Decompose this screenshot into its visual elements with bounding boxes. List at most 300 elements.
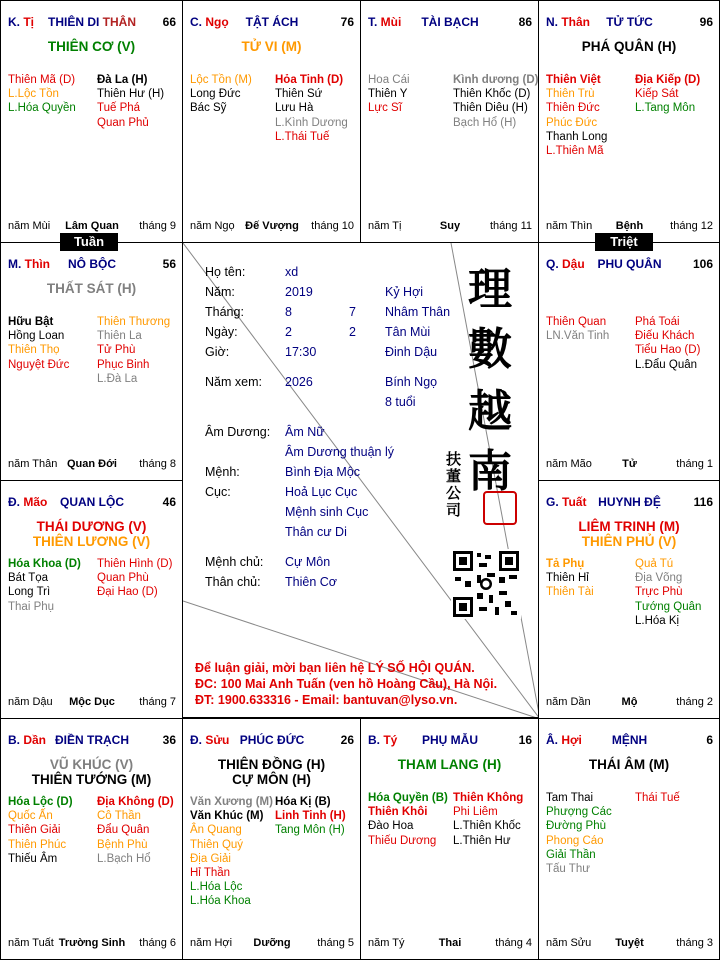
minor-stars-left [546,315,609,343]
palace-name: PHỤ MẪU [422,733,478,747]
palace-ti[interactable] [360,718,539,960]
minor-star: Linh Tinh (H) [275,810,346,823]
yinyang-note: Âm Dương thuận lý [285,445,394,459]
cuc-label: Cục: [205,485,231,499]
month-note: tháng 8 [139,458,176,470]
palace-dan[interactable] [0,718,183,960]
month-note: tháng 2 [676,696,713,708]
view-year-value: 2026 [285,375,313,389]
year-note: năm Mão [546,458,592,470]
minor-stars-left [546,791,612,876]
year-note: năm Sửu [546,937,592,949]
palace-age: 26 [340,733,354,747]
stem-letter: T. [368,15,381,29]
minor-star: Thiên Quý [190,838,244,851]
palace-name: TỬ TỨC [606,15,653,29]
branch-name: Ngọ [205,15,229,29]
month-note: tháng 11 [489,220,532,232]
palace-footer [546,937,713,951]
life-stage: Suy [439,220,461,232]
day-lunar: Tân Mùi [385,325,431,339]
year-lunar: Kỷ Hợi [385,285,424,299]
minor-star: Thiên Diêu (H) [453,102,528,115]
hour-value: 17:30 [285,345,317,359]
palace-name: HUYNH ĐỆ [598,495,661,509]
month-note: tháng 6 [139,937,176,949]
minor-star: Địa Giải [190,852,231,865]
minor-star: Cô Thần [97,810,141,823]
minor-stars-right [635,73,700,116]
minor-star: L.Thái Tuế [275,130,330,143]
palace-footer [546,458,713,472]
minor-star: L.Hóa Khoa [190,895,251,908]
major-star: THIÊN LƯƠNG (V) [32,534,151,549]
minor-stars-right [97,315,170,386]
hour-label: Giờ: [205,345,230,359]
minor-star: Tấu Thư [546,863,590,876]
day-lunar-num: 2 [349,325,356,339]
month-note: tháng 12 [670,220,713,232]
yinyang-value: Âm Nữ [285,425,325,439]
minor-star: L.Kình Dương [275,116,348,129]
stem-letter: M. [8,257,25,271]
minor-star: Đẩu Quân [97,824,150,837]
logo-char-3: 越 [468,386,512,437]
minor-star: Bệnh Phù [97,838,148,851]
life-stage: Lâm Quan [65,220,119,232]
minor-star: L.Bạch Hổ [97,852,151,865]
minor-star: Kiếp Sát [635,88,679,101]
minor-star: Giải Thần [546,848,596,861]
major-star: CỰ MÔN (H) [232,772,311,787]
minor-star: L.Lộc Tồn [8,88,59,101]
minor-star: L.Tang Môn [635,102,696,115]
palace-header [368,15,532,31]
minor-star: Tang Môn (H) [275,824,345,837]
palace-footer [190,220,354,234]
stem-letter: K. [8,15,24,29]
major-star: TỬ VI (M) [241,39,302,54]
minor-star: Quan Phủ [97,116,149,129]
minor-star: Văn Xương (M) [190,796,273,808]
destiny-label: Mệnh: [205,465,240,479]
major-star: LIÊM TRINH (M) [578,519,680,534]
destiny-lord-label: Mệnh chủ: [205,555,264,569]
minor-star: Địa Kiếp (D) [635,74,701,86]
life-stage: Mộc Dục [69,696,115,708]
branch-name: Tý [383,733,398,747]
minor-star: L.Hóa Lộc [190,881,243,894]
minor-star: Thái Tuế [635,792,680,804]
palace-hoi[interactable] [538,718,720,960]
month-label: Tháng: [205,305,244,319]
stem-letter: N. [546,15,562,29]
minor-star: Bạch Hổ (H) [453,116,517,129]
minor-star: Hỉ Thần [190,867,231,880]
month-note: tháng 3 [676,937,713,949]
year-note: năm Thân [8,458,58,470]
age-value: 8 tuổi [385,395,416,409]
palace-name: TẬT ÁCH [245,15,299,29]
minor-star: Ân Quang [190,824,242,837]
life-stage: Thai [438,937,462,949]
life-stage: Dưỡng [253,937,291,949]
minor-star: Thiên Không [453,792,524,804]
minor-star: L.Hóa Kị [635,614,680,627]
palace-header [546,15,713,31]
palace-age: 16 [518,733,532,747]
body-position: Thân cư Di [285,525,347,539]
contact-address: ĐC: 100 Mai Anh Tuấn (ven hồ Hoàng Cầu), Hà Nội. [195,677,498,691]
major-star: THIÊN PHỦ (V) [581,534,677,549]
year-note: năm Hợi [190,937,233,949]
month-note: tháng 1 [676,458,713,470]
palace-age: 66 [162,15,176,29]
minor-star: Lưu Hà [275,102,314,115]
minor-star: Thiên Hỉ [546,572,589,585]
minor-star: Hoa Cái [368,74,410,86]
red-seal-icon [483,491,517,525]
major-star: THIÊN ĐỒNG (H) [217,757,326,772]
minor-star: Thanh Long [546,130,608,143]
minor-star: Thiên Thương [97,316,171,328]
year-note: năm Tuất [8,937,54,949]
minor-star: LN.Văn Tinh [546,330,610,343]
year-value: 2019 [285,285,313,299]
month-note: tháng 7 [139,696,176,708]
minor-star: Lực Sĩ [368,102,402,115]
minor-star: Đường Phù [546,820,606,833]
minor-stars-left [190,73,252,116]
minor-star: Địa Không (D) [97,796,174,808]
palace-than[interactable] [538,0,720,243]
month-note: tháng 10 [311,220,354,232]
minor-star: Lộc Tồn (M) [190,74,252,86]
month-lunar: Nhâm Thân [385,305,451,319]
major-star: THIÊN CƠ (V) [47,39,136,54]
destiny-lord-value: Cự Môn [285,555,331,569]
qr-code-icon[interactable] [451,549,521,619]
minor-stars-right [453,73,538,130]
minor-star: Đào Hoa [368,820,414,833]
minor-star: Bác Sỹ [190,102,227,115]
minor-star: Hỏa Tinh (D) [275,74,344,86]
minor-star: Hữu Bật [8,316,54,328]
year-note: năm Ngọ [190,220,235,232]
year-note: năm Tị [368,220,402,232]
palace-footer [368,220,532,234]
palace-header [368,733,532,749]
name-label: Họ tên: [205,265,246,279]
minor-star: Hóa Lộc (D) [8,796,73,808]
minor-star: Thiếu Âm [8,852,58,865]
minor-star: Tử Phù [97,344,136,357]
logo-char-1: 理 [468,264,512,315]
minor-star: Thiên Y [368,88,408,101]
palace-age: 76 [340,15,354,29]
branch-name: Mùi [380,15,402,29]
palace-age: 36 [162,733,176,747]
month-note: tháng 9 [139,220,176,232]
palace-name: ĐIỀN TRẠCH [55,733,129,747]
minor-star: Phúc Đức [546,116,598,129]
minor-stars-right [635,791,680,805]
palace-age: 56 [162,257,176,271]
year-note: năm Tý [368,937,405,949]
major-star: VŨ KHÚC (V) [49,757,134,772]
palace-age: 6 [706,733,713,747]
palace-name: NÔ BỘC [68,257,116,271]
month-lunar-num: 7 [349,305,356,319]
minor-star: Thiên Quan [546,316,607,328]
palace-age: 86 [518,15,532,29]
stem-letter: Đ. [8,495,24,509]
stem-letter: G. [546,495,563,509]
cuc-relation: Mệnh sinh Cục [285,505,369,519]
life-stage: Mộ [621,696,638,708]
minor-stars-right [275,73,348,144]
minor-star: Phá Toái [635,316,680,328]
minor-star: Văn Khúc (M) [190,810,264,823]
major-star: THẤT SÁT (H) [46,281,137,296]
minor-star: Quốc Ấn [8,810,53,823]
minor-stars-left [8,315,69,372]
month-solar: 8 [285,305,292,319]
view-year-label: Năm xem: [205,375,262,389]
minor-star: Thiên Phúc [8,838,67,851]
palace-ngo[interactable] [182,0,361,243]
palace-mao[interactable] [0,480,183,719]
yinyang-label: Âm Dương: [205,425,271,439]
major-star: THIÊN TƯỚNG (M) [31,772,152,787]
palace-footer [546,220,713,234]
month-note: tháng 4 [495,937,532,949]
minor-stars-right [453,791,523,848]
year-note: năm Mùi [8,220,51,232]
body-lord-label: Thân chủ: [205,575,261,589]
center-info-panel [182,242,539,718]
minor-stars-right [97,795,174,866]
minor-star: Thiên Đức [546,102,600,115]
minor-star: Hóa Khoa (D) [8,558,81,570]
minor-stars-right [635,557,701,628]
palace-footer [190,937,354,951]
minor-star: Hóa Kị (B) [275,796,331,808]
palace-header [546,257,713,273]
life-stage: Tuyệt [615,937,644,949]
stem-letter: Q. [546,257,563,271]
palace-header [8,733,176,749]
palace-header [546,495,713,511]
minor-star: Phượng Các [546,806,612,819]
palace-age: 106 [692,257,713,271]
minor-star: L.Thiên Mã [546,145,604,158]
minor-star: Tướng Quân [635,600,702,613]
branch-name: Sửu [205,733,230,747]
minor-stars-right [635,315,700,372]
minor-stars-right [97,557,172,600]
day-label: Ngày: [205,325,238,339]
minor-stars-left [546,557,594,600]
minor-star: Phong Cáo [546,834,604,847]
minor-star: Tuế Phá [97,102,141,115]
stem-letter: C. [190,15,206,29]
day-solar: 2 [285,325,292,339]
branch-name: Hợi [561,733,582,747]
palace-age: 116 [693,495,713,509]
life-stage: Quan Đới [67,458,117,470]
major-star: THÁI DƯƠNG (V) [36,519,147,534]
palace-thin[interactable] [0,242,183,481]
year-label: Năm: [205,285,235,299]
minor-star: Hồng Loan [8,330,65,343]
minor-star: Tiểu Hao (D) [635,344,701,357]
palace-mui[interactable] [360,0,539,243]
minor-star: Thiên Hình (D) [97,558,173,570]
minor-stars-left [546,73,607,158]
palace-dau[interactable] [538,242,720,481]
body-marker: THÂN [99,15,136,29]
cuc-value: Hoả Lục Cục [285,485,358,499]
minor-star: Trực Phù [635,586,683,599]
palace-header [8,15,176,31]
seal-text: 扶董公司 [446,450,462,519]
minor-star: L.Đà La [97,372,138,385]
name-value: xd [285,265,299,279]
palace-age: 96 [699,15,713,29]
palace-ty[interactable] [0,0,183,243]
minor-stars-left [8,557,81,614]
branch-name: Thân [561,15,591,29]
body-lord-value: Thiên Cơ [285,575,337,589]
minor-stars-left [8,795,73,866]
year-note: năm Dậu [8,696,53,708]
minor-star: Quả Tú [635,558,674,570]
tuan-tag: Tuần [60,233,118,251]
minor-star: Thiên La [97,330,142,343]
minor-star: Long Trì [8,586,51,599]
major-star: THAM LANG (H) [397,757,502,772]
minor-star: Thiên Thọ [8,344,60,357]
palace-footer [368,937,532,951]
minor-stars-right [97,73,164,130]
minor-stars-right [275,795,346,838]
palace-header [190,733,354,749]
major-star: PHÁ QUÂN (H) [581,39,677,54]
palace-name: THIÊN DI THÂN [47,15,136,29]
year-note: năm Thìn [546,220,593,232]
minor-star: Thiên Tài [546,586,594,599]
palace-header [190,15,354,31]
life-stage: Trường Sinh [58,937,126,949]
branch-name: Mão [23,495,48,509]
minor-stars-left [8,73,76,116]
palace-header [546,733,713,749]
palace-name: MỆNH [611,733,648,747]
palace-age: 46 [162,495,176,509]
minor-star: Thiên Mã (D) [8,74,76,86]
minor-star: Điếu Khách [635,330,695,343]
minor-star: Quan Phù [97,572,149,585]
minor-star: Đại Hao (D) [97,586,158,599]
year-note: năm Dần [546,696,591,708]
major-star: THÁI ÂM (M) [588,757,670,772]
minor-star: Thiên Sứ [275,88,323,101]
minor-star: L.Thiên Khốc [453,820,521,833]
minor-star: Đà La (H) [97,74,148,86]
view-year-lunar: Bính Ngọ [385,375,438,389]
life-stage: Tử [622,458,637,470]
branch-name: Thìn [24,257,50,271]
palace-header [8,257,176,273]
minor-star: Thiên Khôi [368,806,428,819]
palace-suu[interactable] [182,718,361,960]
minor-star: L.Thiên Hư [453,834,511,847]
minor-star: Bát Tọa [8,572,49,585]
stem-letter: B. [368,733,384,747]
life-stage: Bệnh [615,220,644,232]
minor-stars-left [368,791,448,848]
palace-footer [546,696,713,710]
logo-char-2: 數 [468,324,512,375]
stem-letter: Đ. [190,733,206,747]
minor-star: Tả Phụ [546,558,585,570]
palace-footer [8,696,176,710]
minor-star: Thiên Giải [8,824,61,837]
contact-line-1: Để luận giải, mời bạn liên hệ LÝ SỐ HỘI QUÁN. [195,661,475,675]
branch-name: Tị [23,15,35,29]
branch-name: Dậu [562,257,585,271]
palace-footer [8,458,176,472]
branch-name: Tuất [562,495,587,509]
stem-letter: Â. [546,733,562,747]
minor-star: Thiên Việt [546,74,601,86]
minor-star: Hóa Quyền (B) [368,792,448,804]
palace-header [8,495,176,511]
minor-star: Tam Thai [546,792,594,804]
minor-star: L.Đẩu Quân [635,358,698,371]
contact-phone-email[interactable]: ĐT: 1900.633316 - Email: bantuvan@lyso.vn. [195,693,458,707]
palace-tuat[interactable] [538,480,720,719]
minor-star: Thiên Hư (H) [97,88,165,101]
palace-name: PHU QUÂN [597,257,662,271]
minor-stars-left [190,795,273,909]
minor-star: Thiên Trù [546,88,595,101]
minor-star: L.Hóa Quyền [8,102,76,115]
minor-star: Thiếu Dương [368,834,437,847]
palace-name: PHÚC ĐỨC [239,733,305,747]
stem-letter: B. [8,733,24,747]
minor-stars-left [368,73,410,116]
palace-name: TÀI BẠCH [421,15,479,29]
minor-star: Thai Phụ [8,600,55,613]
palace-footer [8,220,176,234]
minor-star: Địa Võng [635,572,683,585]
hour-lunar: Đinh Dậu [385,345,438,359]
palace-name: QUAN LỘC [60,495,124,509]
palace-footer [8,937,176,951]
branch-name: Dần [23,733,47,747]
logo-char-4: 南 [468,446,512,497]
month-note: tháng 5 [317,937,354,949]
minor-star: Phi Liêm [453,806,498,819]
minor-star: Kình dương (D) [453,74,539,86]
triet-tag: Triệt [595,233,653,251]
minor-star: Long Đức [190,88,241,101]
destiny-value: Bình Địa Mộc [285,465,361,479]
life-stage: Đế Vượng [245,220,299,232]
minor-star: Phục Binh [97,358,150,371]
